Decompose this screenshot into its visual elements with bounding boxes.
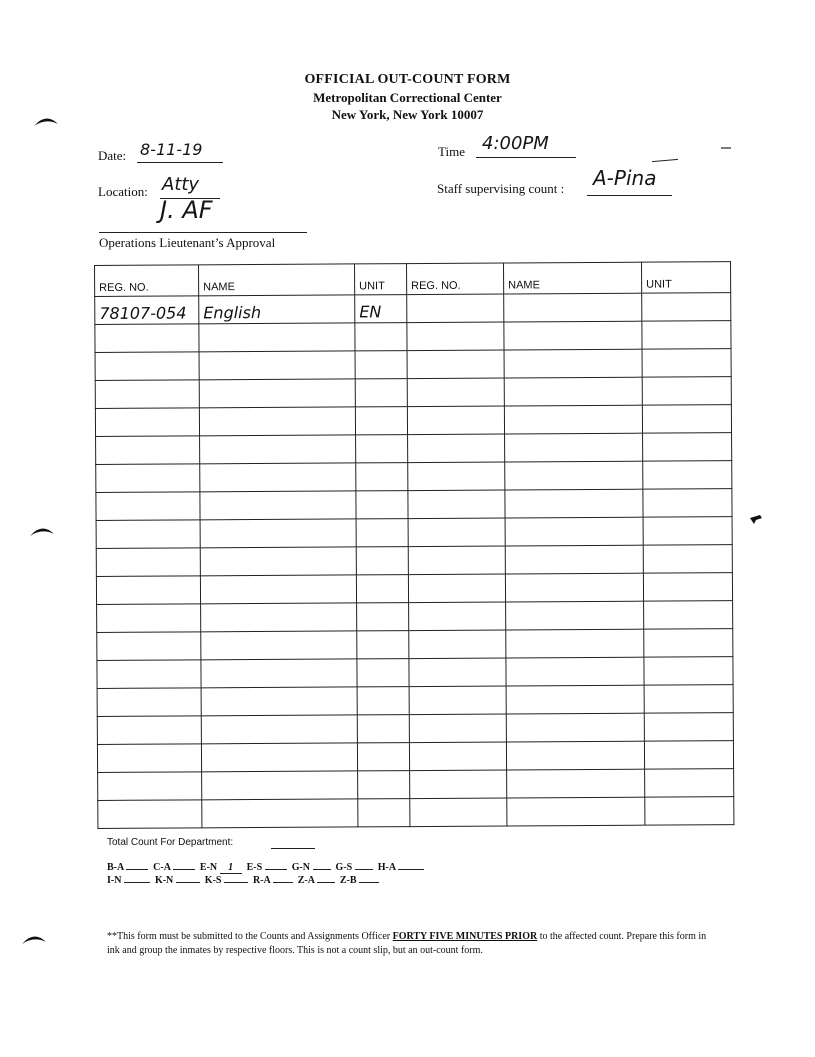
- binder-hole-mark: [20, 930, 48, 946]
- code-c-a-field[interactable]: [173, 869, 195, 870]
- table-row: [96, 517, 732, 549]
- code-z-b: Z-B: [339, 875, 357, 886]
- institution-address: New York, New York 10007: [331, 107, 484, 122]
- cell[interactable]: [505, 517, 643, 546]
- table-row: [98, 797, 734, 829]
- cell[interactable]: [357, 631, 409, 659]
- cell[interactable]: [410, 770, 507, 799]
- cell[interactable]: [201, 743, 357, 772]
- cell[interactable]: [409, 714, 506, 743]
- cell[interactable]: [642, 377, 731, 406]
- total-count-label: Total Count For Department:: [107, 837, 234, 848]
- cell[interactable]: [642, 405, 731, 434]
- cell[interactable]: [643, 433, 732, 462]
- cell[interactable]: [97, 688, 201, 717]
- cell[interactable]: [201, 687, 357, 716]
- cell[interactable]: [505, 489, 643, 518]
- code-h-a: H-A: [377, 862, 396, 873]
- cell[interactable]: [200, 435, 356, 464]
- cell[interactable]: [199, 379, 355, 408]
- cell[interactable]: [356, 519, 408, 547]
- table-row: [97, 601, 733, 633]
- cell[interactable]: [200, 519, 356, 548]
- cell[interactable]: [644, 713, 733, 742]
- code-i-n: I-N: [107, 875, 122, 886]
- table-row: [97, 685, 733, 717]
- code-g-s-field[interactable]: [355, 869, 373, 870]
- code-k-n: K-N: [154, 875, 174, 886]
- code-e-s-field[interactable]: [265, 869, 287, 870]
- cell[interactable]: [643, 517, 732, 546]
- cell[interactable]: [356, 491, 408, 519]
- cell[interactable]: [407, 322, 504, 351]
- cell[interactable]: [506, 685, 644, 714]
- col-header-reg-no-2: REG. NO.: [406, 263, 503, 295]
- cell[interactable]: [504, 405, 642, 434]
- cell[interactable]: [643, 573, 732, 602]
- table-row: [95, 405, 731, 437]
- cell[interactable]: [96, 576, 200, 605]
- cell[interactable]: [504, 349, 642, 378]
- cell[interactable]: [357, 743, 409, 771]
- cell[interactable]: [357, 687, 409, 715]
- cell[interactable]: [642, 349, 731, 378]
- cell[interactable]: [199, 323, 355, 352]
- location-label: Location:: [98, 184, 148, 199]
- cell[interactable]: [645, 769, 734, 798]
- cell[interactable]: [408, 490, 505, 519]
- cell[interactable]: [505, 433, 643, 462]
- staff-underline: [587, 195, 672, 196]
- cell[interactable]: [356, 435, 408, 463]
- cell[interactable]: [355, 379, 407, 407]
- cell-unit-2[interactable]: [642, 293, 731, 322]
- cell[interactable]: [643, 545, 732, 574]
- table-row: [96, 573, 732, 605]
- cell[interactable]: [96, 464, 200, 493]
- staff-label: Staff supervising count :: [437, 181, 565, 196]
- col-header-unit-2: UNIT: [641, 262, 730, 294]
- cell-unit[interactable]: EN: [355, 295, 407, 323]
- cell[interactable]: [98, 772, 202, 801]
- cell[interactable]: [357, 603, 409, 631]
- cell[interactable]: [409, 742, 506, 771]
- code-g-s: G-S: [335, 862, 353, 873]
- cell-name[interactable]: English: [199, 295, 355, 324]
- code-r-a: R-A: [252, 875, 271, 886]
- time-field[interactable]: 4:00PM: [482, 133, 549, 154]
- col-header-name-2: NAME: [503, 262, 641, 294]
- code-z-a-field[interactable]: [317, 882, 335, 883]
- notice-suffix: to the affected count. Prepare this form in ink and group the inmates by respective floors. This is not a count slip, but an out-count form.: [107, 931, 707, 956]
- cell[interactable]: [96, 436, 200, 465]
- code-z-a: Z-A: [297, 875, 315, 886]
- binder-hole-mark: [32, 112, 60, 128]
- cell[interactable]: [644, 657, 733, 686]
- cell[interactable]: [642, 321, 731, 350]
- code-e-n-field[interactable]: 1: [220, 862, 242, 874]
- code-c-a: C-A: [153, 862, 171, 873]
- cell[interactable]: [201, 659, 357, 688]
- code-i-n-field[interactable]: [124, 882, 150, 883]
- approval-label: Operations Lieutenant’s Approval: [99, 235, 276, 250]
- cell[interactable]: [505, 573, 643, 602]
- cell-reg-no[interactable]: 78107-054: [95, 296, 199, 325]
- code-r-a-field[interactable]: [273, 882, 293, 883]
- table-row: [97, 629, 733, 661]
- table-row: [97, 657, 733, 689]
- cell[interactable]: [95, 380, 199, 409]
- cell[interactable]: [407, 350, 504, 379]
- inmate-table: [94, 261, 734, 829]
- table-row: [96, 461, 732, 493]
- cell[interactable]: [409, 602, 506, 631]
- cell-reg-no-2[interactable]: [407, 294, 504, 323]
- cell[interactable]: [200, 463, 356, 492]
- cell[interactable]: [407, 378, 504, 407]
- location-field[interactable]: Atty: [162, 174, 200, 195]
- submission-notice: [107, 930, 707, 958]
- cell[interactable]: [407, 406, 504, 435]
- cell[interactable]: [408, 434, 505, 463]
- cell[interactable]: [408, 546, 505, 575]
- cell[interactable]: [357, 715, 409, 743]
- cell[interactable]: [505, 545, 643, 574]
- cell[interactable]: [507, 797, 645, 826]
- cell[interactable]: [644, 741, 733, 770]
- time-underline: [476, 157, 576, 158]
- table-row: [95, 377, 731, 409]
- cell[interactable]: [506, 741, 644, 770]
- col-header-name: NAME: [199, 264, 355, 296]
- cell[interactable]: [96, 520, 200, 549]
- cell[interactable]: [202, 799, 358, 828]
- cell[interactable]: [644, 601, 733, 630]
- cell[interactable]: [358, 771, 410, 799]
- cell[interactable]: [506, 657, 644, 686]
- cell[interactable]: [643, 461, 732, 490]
- date-label: Date:: [98, 148, 127, 163]
- staff-stroke: [652, 159, 678, 162]
- table-row: [96, 433, 732, 465]
- cell[interactable]: [506, 629, 644, 658]
- unit-codes-row-2: [107, 875, 379, 886]
- cell[interactable]: [199, 351, 355, 380]
- cell[interactable]: [506, 713, 644, 742]
- cell[interactable]: [358, 799, 410, 827]
- cell[interactable]: [97, 604, 201, 633]
- cell[interactable]: [97, 660, 201, 689]
- cell[interactable]: [355, 351, 407, 379]
- cell[interactable]: [201, 715, 357, 744]
- date-field[interactable]: 8-11-19: [140, 140, 203, 159]
- cell[interactable]: [504, 377, 642, 406]
- cell[interactable]: [96, 548, 200, 577]
- form-title: OFFICIAL OUT-COUNT FORM: [304, 72, 511, 87]
- table-header-row: [95, 262, 731, 297]
- scan-dash-mark: [720, 145, 732, 151]
- table-row: [95, 349, 731, 381]
- cell[interactable]: [200, 575, 356, 604]
- cell[interactable]: [408, 518, 505, 547]
- cell[interactable]: [97, 716, 201, 745]
- code-e-n: E-N: [199, 862, 218, 873]
- code-e-s: E-S: [246, 862, 263, 873]
- table-row: [96, 545, 732, 577]
- cell[interactable]: [644, 629, 733, 658]
- cell[interactable]: [355, 407, 407, 435]
- col-header-unit: UNIT: [354, 264, 406, 295]
- cell[interactable]: [357, 659, 409, 687]
- approval-underline: [99, 232, 307, 233]
- cell[interactable]: [201, 631, 357, 660]
- table-row: [95, 293, 731, 325]
- notice-emphasis: FORTY FIVE MINUTES PRIOR: [392, 931, 538, 942]
- cell[interactable]: [356, 547, 408, 575]
- cell[interactable]: [95, 352, 199, 381]
- binder-hole-mark: [28, 522, 56, 538]
- table-row: [95, 321, 731, 353]
- cell[interactable]: [504, 321, 642, 350]
- table-row: [96, 489, 732, 521]
- cell[interactable]: [409, 658, 506, 687]
- approval-signature: J. AF: [160, 196, 213, 224]
- cell[interactable]: [645, 797, 734, 826]
- table-row: [97, 741, 733, 773]
- cell[interactable]: [410, 798, 507, 827]
- cell[interactable]: [356, 463, 408, 491]
- table-row: [97, 713, 733, 745]
- code-g-n-field[interactable]: [313, 869, 331, 870]
- cell[interactable]: [200, 491, 356, 520]
- code-h-a-field[interactable]: [398, 869, 424, 870]
- cell[interactable]: [97, 632, 201, 661]
- code-k-n-field[interactable]: [176, 882, 200, 883]
- cell[interactable]: [408, 574, 505, 603]
- cell[interactable]: [355, 323, 407, 351]
- cell[interactable]: [505, 461, 643, 490]
- cell[interactable]: [97, 744, 201, 773]
- code-g-n: G-N: [291, 862, 311, 873]
- cell[interactable]: [643, 489, 732, 518]
- cell[interactable]: [507, 769, 645, 798]
- cell[interactable]: [98, 800, 202, 829]
- cell[interactable]: [506, 601, 644, 630]
- cell[interactable]: [201, 603, 357, 632]
- table-row: [98, 769, 734, 801]
- code-b-a: B-A: [107, 862, 124, 873]
- cell[interactable]: [95, 408, 199, 437]
- cell[interactable]: [644, 685, 733, 714]
- unit-codes-row-1: [107, 862, 424, 874]
- code-k-s-field[interactable]: [224, 882, 248, 883]
- cell[interactable]: [95, 324, 199, 353]
- cell[interactable]: [200, 547, 356, 576]
- time-label: Time: [438, 144, 465, 159]
- cell[interactable]: [409, 630, 506, 659]
- cell[interactable]: [409, 686, 506, 715]
- cell[interactable]: [96, 492, 200, 521]
- cell[interactable]: [356, 575, 408, 603]
- code-z-b-field[interactable]: [359, 882, 379, 883]
- institution-name: Metropolitan Correctional Center: [313, 90, 502, 105]
- cell[interactable]: [202, 771, 358, 800]
- col-header-reg-no: REG. NO.: [95, 265, 199, 297]
- total-count-underline: [271, 848, 315, 849]
- cell[interactable]: [199, 407, 355, 436]
- cell-name-2[interactable]: [504, 293, 642, 322]
- staff-field[interactable]: A-Pina: [593, 166, 657, 190]
- cell[interactable]: [408, 462, 505, 491]
- scan-speck-mark: [748, 512, 764, 526]
- date-underline: [137, 162, 223, 163]
- code-k-s: K-S: [204, 875, 222, 886]
- code-b-a-field[interactable]: [126, 869, 148, 870]
- notice-prefix: **This form must be submitted to the Counts and Assignments Officer: [107, 931, 393, 942]
